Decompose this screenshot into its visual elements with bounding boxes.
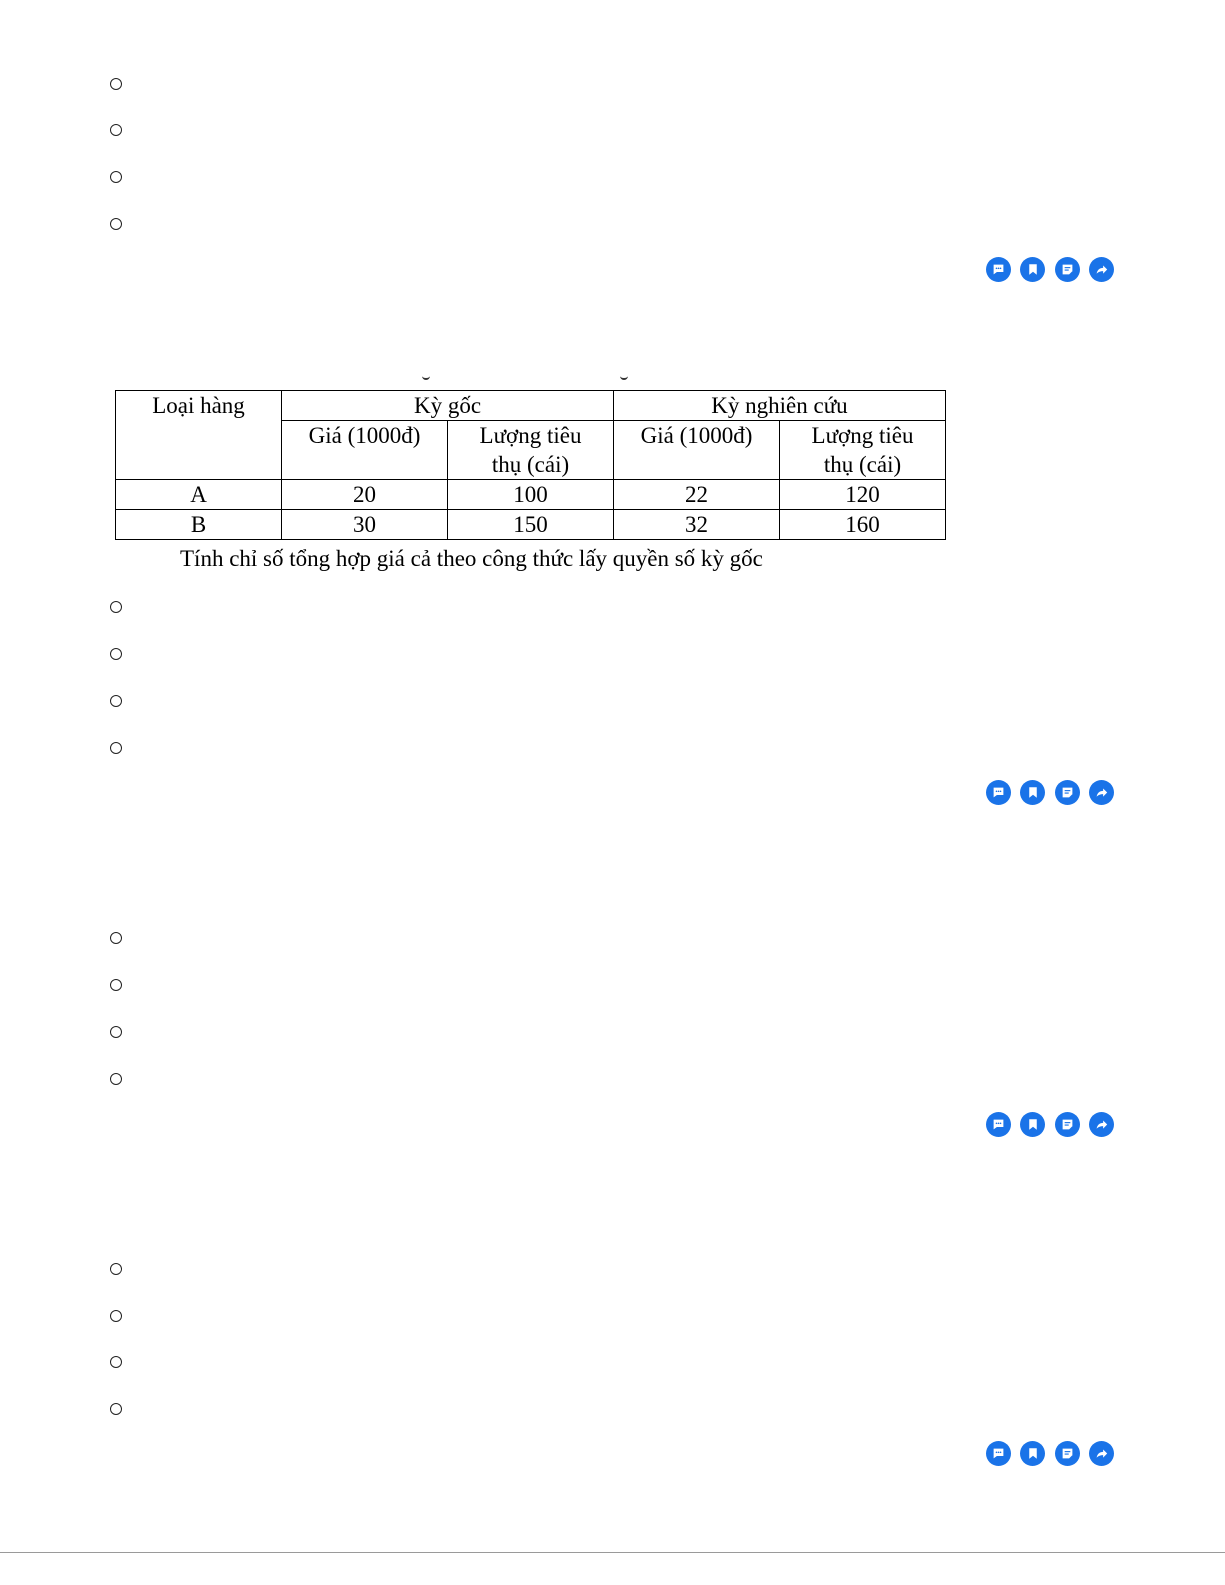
bookmark-icon (1027, 786, 1039, 799)
share-button[interactable] (1089, 780, 1114, 805)
option-radio-q2-c[interactable] (110, 695, 122, 707)
bookmark-button[interactable] (1020, 1112, 1045, 1137)
header-base-quantity-line2: thụ (cái) (491, 452, 570, 477)
note-icon (1061, 1447, 1074, 1460)
question-prompt: Tính chỉ số tổng hợp giá cả theo công thức lấy quyền số kỳ gốc (180, 546, 763, 571)
note-button[interactable] (1055, 780, 1080, 805)
share-button[interactable] (1089, 1441, 1114, 1466)
option-radio-q4-d[interactable] (110, 1403, 122, 1415)
question-actions-q4 (986, 1441, 1114, 1467)
note-button[interactable] (1055, 1441, 1080, 1466)
table-row (116, 480, 946, 510)
share-button[interactable] (1089, 1112, 1114, 1137)
cell-study-price: 22 (614, 480, 780, 510)
bookmark-icon (1027, 1447, 1039, 1460)
option-radio-q3-b[interactable] (110, 979, 122, 991)
header-study-price: Giá (1000đ) (614, 421, 780, 480)
comment-icon (992, 263, 1005, 276)
option-radio-q2-b[interactable] (110, 648, 122, 660)
option-radio-q1-a[interactable] (110, 78, 122, 90)
header-study-quantity-line2: thụ (cái) (823, 452, 902, 477)
comment-button[interactable] (986, 257, 1011, 282)
cell-item: A (116, 480, 282, 510)
share-icon (1095, 263, 1108, 276)
header-base-quantity (448, 421, 614, 480)
share-button[interactable] (1089, 257, 1114, 282)
header-base-price: Giá (1000đ) (282, 421, 448, 480)
header-study-period: Kỳ nghiên cứu (614, 391, 946, 421)
note-icon (1061, 1118, 1074, 1131)
data-table (115, 390, 946, 540)
cell-study-qty: 160 (780, 510, 946, 540)
comment-icon (992, 786, 1005, 799)
header-base-quantity-line1: Lượng tiêu (479, 423, 582, 448)
note-icon (1061, 263, 1074, 276)
option-radio-q1-d[interactable] (110, 218, 122, 230)
cell-study-price: 32 (614, 510, 780, 540)
cell-base-qty: 150 (448, 510, 614, 540)
note-icon (1061, 786, 1074, 799)
option-radio-q2-a[interactable] (110, 601, 122, 613)
header-study-quantity-line1: Lượng tiêu (811, 423, 914, 448)
option-radio-q4-b[interactable] (110, 1310, 122, 1322)
header-item-type: Loại hàng (116, 391, 282, 480)
question-actions-q1 (986, 257, 1114, 283)
table-row (116, 510, 946, 540)
question-actions-q3 (986, 1112, 1114, 1138)
clipped-question-text (420, 366, 640, 380)
comment-icon (992, 1118, 1005, 1131)
option-radio-q3-a[interactable] (110, 932, 122, 944)
note-button[interactable] (1055, 1112, 1080, 1137)
share-icon (1095, 786, 1108, 799)
cell-base-qty: 100 (448, 480, 614, 510)
option-radio-q4-a[interactable] (110, 1263, 122, 1275)
cell-study-qty: 120 (780, 480, 946, 510)
bookmark-button[interactable] (1020, 780, 1045, 805)
option-radio-q3-c[interactable] (110, 1026, 122, 1038)
cell-base-price: 30 (282, 510, 448, 540)
option-radio-q3-d[interactable] (110, 1073, 122, 1085)
bookmark-button[interactable] (1020, 1441, 1045, 1466)
option-radio-q1-c[interactable] (110, 171, 122, 183)
footer-divider (0, 1552, 1225, 1553)
cell-base-price: 20 (282, 480, 448, 510)
option-radio-q1-b[interactable] (110, 124, 122, 136)
share-icon (1095, 1447, 1108, 1460)
question-actions-q2 (986, 780, 1114, 806)
option-radio-q4-c[interactable] (110, 1356, 122, 1368)
option-radio-q2-d[interactable] (110, 742, 122, 754)
comment-button[interactable] (986, 1441, 1011, 1466)
header-base-period: Kỳ gốc (282, 391, 614, 421)
note-button[interactable] (1055, 257, 1080, 282)
cell-item: B (116, 510, 282, 540)
bookmark-icon (1027, 263, 1039, 276)
share-icon (1095, 1118, 1108, 1131)
comment-button[interactable] (986, 780, 1011, 805)
bookmark-button[interactable] (1020, 257, 1045, 282)
bookmark-icon (1027, 1118, 1039, 1131)
comment-button[interactable] (986, 1112, 1011, 1137)
header-study-quantity (780, 421, 946, 480)
comment-icon (992, 1447, 1005, 1460)
